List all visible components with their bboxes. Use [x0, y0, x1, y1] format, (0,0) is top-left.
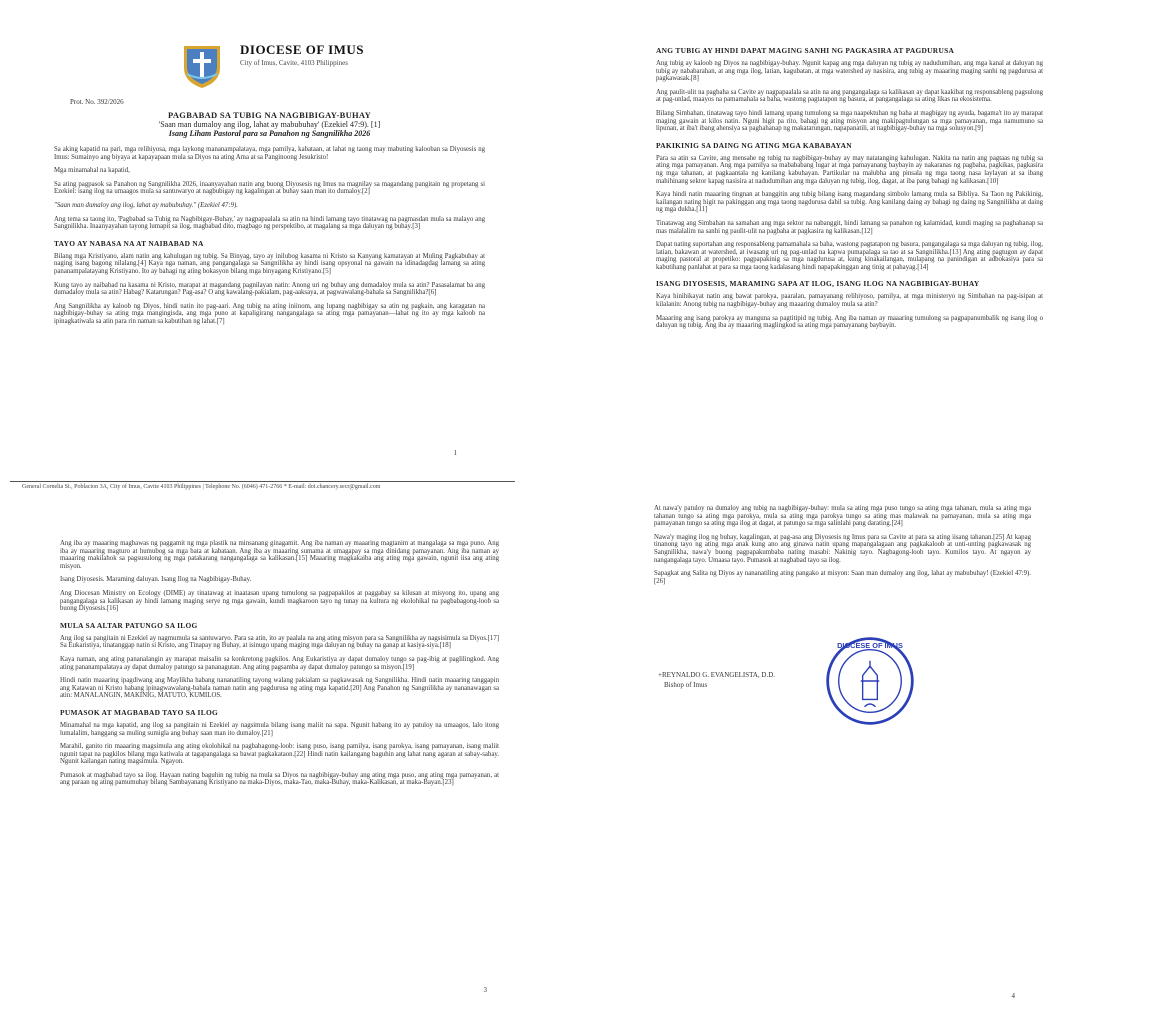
page-2-body: [652, 46, 1047, 330]
paragraph: Maaaring ang isang parokya ay mangunа sa pagtitipid ng tubig. Ang iba naman ay maaaring tumulong sa pagpapanumbalik ng isang ilog o daluyan ng tubig. Ang iba ay maaaring maglingkod sa ating mga pamayanang baybayin.: [656, 314, 1043, 330]
paragraph: Kaya hinihikayat natin ang bawat parokya, paaralan, pamayanang relihiyoso, pamilya, at mga ministeryo ng Simbahan na pag-isipan at kilalanin: Anong tubig na nagbibigay-buhay ang maaaring dumaloy mula sa atin?: [656, 293, 1043, 309]
page-1-body: [22, 146, 517, 326]
letter-quote: 'Saan man dumaloy ang ilog, lahat ay mabubuhay' (Ezekiel 47:9). [1]: [158, 120, 381, 129]
section-heading: PUMASOK AT MAGBABAD TAYO SA ILOG: [60, 707, 219, 717]
page-number: 4: [1011, 992, 1015, 1000]
salutation: Mga minamahal na kapatid,: [54, 167, 130, 175]
footer-divider: [10, 481, 515, 482]
paragraph: Marahil, ganito rin maaaring magsimula ang ating ekolohikal na pagbabagong-loob: isang puso, isang pamilya, isang parokya, isang pamayanan, isang maliit ngunit tapat na pagkilos bilang mga katiwala at tagapangalaga sa bawat pagkakataon.[22] Hindi natin kailangang baguhin ang lahat nang agaran at sabay-sabay. Ngunit kailangan nating magsimula. Ngayon.: [60, 743, 499, 766]
page-footer: General Cornelia St., Poblacion 3A, City of Imus, Cavite 4103 Philippines | Telephone No. (6046) 471-2766 * E-mail: doi.chancery.secr@gmail.com: [22, 484, 381, 490]
paragraph: Isang Diyosesis. Maraming daluyan. Isang Ilog na Nagbibigay-Buhay.: [60, 576, 252, 584]
paragraph: Ang ilog sa pangitain ni Ezekiel ay nagmumula sa santuwaryo. Para sa atin, ito ay paalala na ang ating misyon para sa Sangnilikha ay nagsisimula sa Diyos.[17] Sa Eukaristiya, tinatanggap natin si Kristo, ang Tinapay ng Buhay, at isinugo upang maging mga daluyan ng buhay na ganap at kasiya-siya.[18]: [60, 634, 499, 650]
paragraph: Kung tayo ay naibabad na kasama ni Kristo, marapat at magandang pagnilayan natin: Anong uri ng buhay ang dumadaloy mula sa atin? Pasasalamat ba ang dumadaloy mula sa atin? Habag? Katarungan? Pag-asa? O ang kawalang-pakialam, pag-aaksaya, at pagwawalang-bahala sa Sangnilikha?[6]: [54, 281, 485, 297]
paragraph: Ang iba ay maaaring magbawas ng paggamit ng mga plastik na minsanang ginagamit. Ang iba naman ay maaaring magtanim at mangalaga sa mga puno. Ang iba ay maaaring magturo at humubog sa mga bata at kabataan. Ang iba ay maaaring sumama at umagapay sa mga dinidang pamayanan. Ang iba naman ay maaaring makilahok sa pagsusulong ng mga patakarang nangangalaga sa kalikasan.[15] Maaaring magkakaiba ang ating mga gawain, ngunit iisa ang ating misyon.: [60, 540, 499, 570]
paragraph: Hindi natin maaaring ipagdiwang ang Maylikha habang nananatiling tayong walang pakialam sa pagkawasak ng Sangnilikha. Hindi natin maaaring tanggapin ang Katawan ni Kristo habang ipinagwawalang-bahala naman natin ang pagdurusa ng ating mga kapatid.[20] Ang Panahon ng Sangnilikha ay nananawagan sa atin: MANALANGIN, MAKINIG, MATUTO, KUMILOS.: [60, 677, 499, 700]
paragraph: Ang Sangnilikha ay kaloob ng Diyos, hindi natin ito pag-aari. Ang tubig na ating iniinom, ang lupang nagbibigay sa atin ng pagkain, ang karagatan na nagbibigay-buhay sa ating mga mangingisda, ang mga puno at kapaligirang nangangalaga sa ating mga pamayanan—lahat ng ito ay mga kaloob na ipinagkatiwala sa atin para rin naman sa kabutihan ng lahat.[7]: [54, 302, 485, 325]
paragraph: Sa ating pagpasok sa Panahon ng Sangnilikha 2026, inaanyayahan natin ang buong Diyosesis ng Imus na magnilay sa magandang pangitain ng propetang si Ezekiel: isang ilog na umaagos mula sa santuwaryo at nagbubigay ng kagalingan at buhay saan man ito dumaloy.[2]: [54, 180, 485, 196]
diocese-name: DIOCESE OF IMUS: [240, 42, 365, 57]
page-number: 1: [453, 449, 457, 457]
paragraph: Kaya hindi natin maaaring tingnan at banggitin ang tubig bilang isang magandang simbolo lamang mula sa Bibliya. Sa Taon ng Pakikinig, kailangan nating higit na pakinggan ang mga taong nagdurusa dahil sa tubig. Ang kanilang daing ay bahagi ng daing ng Sangnilikha at daing ng mga dukha.[11]: [656, 191, 1043, 214]
diocese-address: City of Imus, Cavite, 4103 Philippines: [240, 59, 348, 67]
paragraph: Tinatawag ang Simbahan na samahan ang mga sektor na nabanggit, hindi lamang sa panahon ng kalamidad, kundi maging sa paghahanap sa mas malalalim na sanhi ng paulit-ulit na pagbaha at pagkasira ng kalikasan.[12]: [656, 219, 1043, 235]
paragraph: Sa aking kapatid na pari, mga relihiyosa, mga laykong mananampalataya, mga pamilya, kabataan, at lahat ng taong may mabuting kalooban sa Diyosesis ng Imus: Sumainyo ang biyaya at kapayapaan mula sa Diyos na ating Ama at sa Panginoong Jesukristo!: [54, 146, 485, 161]
paragraph: Kaya naman, ang ating pananalangin ay marapat maisalin sa konkretong pagkilos. Ang Eukaristiya ay dapat dumaloy tungo sa pag-ibig at paglilingkod. Ang ating pananampalataya ay dapat dumaloy patungo sa pananagutan. Ang ating pagsamba ay dapat dumaloy patungo sa misyon.[19]: [60, 655, 499, 671]
paragraph: Nawa'y maging ilog ng buhay, kagalingan, at pag-asa ang Diyosesis ng Imus para sa Cavite at para sa ating iisang tahanan.[25] At kapag tinanong tayo ng ating mga anak kung ano ang ginawa natin upang mapangalagaan ang pagkakaloob at unti-unting pagkawasak ng Sangnilikha, nawa'y buong pagpapakumbaba nating masabi: Nakinig tayo. Nagbagong-loob tayo. Kumilos tayo. At ngayon ay nangangalaga tayo. Umaasa tayo. Pumasok at nagbabad tayo sa ilog.: [654, 533, 1031, 564]
signatory-role: Bishop of Imus: [664, 681, 708, 690]
paragraph: Sapagkat ang Salita ng Diyos ay nananatiling ating pangako at misyon: Saan man dumaloy ang ilog, lahat ay mabubuhay! (Ezekiel 47:9). [26]: [654, 570, 1031, 585]
paragraph: Ang paulit-ulit na pagbaha sa Cavite ay nagpapaalala sa atin na ang pangangalaga sa kalikasan ay dapat kaakibat ng responsableng pagsulong at pag-unlad, maayos na pamamahala sa baha, wastong pagtatapon ng basura, at pangangalaga sa ating likas na ekosistema.: [656, 88, 1043, 104]
protocol-number: Prot. No. 392/2026: [70, 98, 124, 106]
paragraph: At nawa'y patuloy na dumaloy ang tubig na nagbibigay-buhay: mula sa ating mga puso tungo sa ating mga tahanan, mula sa ating mga tahanan tungo sa ating mga parokya, mula sa ating mga parokya tungo sa ating mas malawak na pamayanan, mula sa ating mga pamayanan tungo sa ating mga ilog at dagat, at patungo sa mga salinlahi pang darating.[24]: [654, 505, 1031, 528]
diocese-crest-icon: [172, 42, 232, 90]
document-page-4: [650, 505, 1035, 1010]
paragraph: Bilang mga Kristiyano, alam natin ang kahulugan ng tubig. Sa Binyag, tayo ay inilubog kasama ni Kristo sa Kanyang kamatayan at Muling Pagkabuhay at naging isang bagong nilalang.[4] Kaya nga naman, ang pangangalaga sa Sangnilikha ay hindi isang opsyonal na gawain na idinadagdag lamang sa ating pananampalatayang Kristiyano. Ito ay bahagi ng ating bokasyon bilang mga binyagang Kristiyano.[5]: [54, 252, 485, 275]
section-heading: ANG TUBIG AY HINDI DAPAT MAGING SANHI NG PAGKASIRA AT PAGDURUSA: [656, 46, 955, 55]
section-heading: PAKIKINIG SA DAING NG ATING MGA KABABAYAN: [656, 140, 852, 150]
paragraph: Ang Diocesan Ministry on Ecology (DIME) ay tinatawag at inaatasan upang tumulong sa pagpapakilos at paggabay sa kilusan at misyong ito, upang ang pangangalaga sa kalikasan ay hindi lamang maging serye ng mga gawain, kundi magkaroon tayo ng tunay na kultura ng ekolohikal na pagbabagong-loob sa buong Diyosesis.[16]: [60, 589, 499, 613]
scripture-quote: "Saan man dumaloy ang ilog, lahat ay mabubuhay." (Ezekiel 47:9).: [54, 201, 238, 209]
letter-title: PAGBABAD SA TUBIG NA NAGBIBIGAY-BUHAY: [167, 110, 372, 120]
diocese-seal-icon: [824, 635, 916, 727]
paragraph: Minamahal na mga kapatid, ang ilog sa pangitain ni Ezekiel ay nagsimula bilang isang maliit na sapa. Ngunit habang ito ay patuloy na umaagos, lalo itong lumalalim, hanggang sa muling sumigla ang buhay saan man ito dumaloy.[21]: [60, 721, 499, 737]
page-3-body: [52, 540, 507, 787]
document-page-3: [52, 540, 507, 1000]
document-page-2: [652, 38, 1047, 463]
paragraph: Ang tema sa taong ito, 'Pagbabad sa Tubig na Nagbibigay-Buhay,' ay nagpapaalala sa atin na hindi lamang tayo tinatawag na pagmasdan mula sa malayo ang Sangnilikha. Inaanyayahan tayong lumapit sa ilog, magbabad dito, magbago ng perspektibo, at magalang sa mga daluyan ng buhay.[3]: [54, 215, 485, 231]
section-heading: MULA SA ALTAR PATUNGO SA ILOG: [60, 620, 198, 630]
signature-block: [654, 605, 1031, 705]
document-page-1: [22, 30, 517, 485]
paragraph: Bilang Simbahan, tinatawag tayo hindi lamang upang tumulong sa mga naapektuhan ng baha at magbigay ng ayuda, bagama't ito ay marapat maging gawain at kilos natin. Nguni higit pa rito, bahagi ng ating misyon ang makipagtulungan sa mga pamayanan, mga namumuno sa lipunan, at iba't ibang ahensiya sa paghahanap ng makatarungan, napapanatili, at nagbibigay-buhay na mga solusyon.[9]: [656, 109, 1043, 133]
letterhead: [22, 30, 517, 90]
paragraph: Para sa atin sa Cavite, ang mensahe ng tubig na nagbibigay-buhay ay may natatanging kahulugan. Nakita na natin ang pagtaas ng tubig sa ating mga pamayanan. Ang mga pamilya sa mabababang lugar at mga pamayanang baybayin ay nakaranas ng pagbaha, pagkikas, pagkasira ng mga tahanan, at pagkaantala ng kanilang kabuhayan. Partikular na malubha ang pinsala ng mga taong nasa laylayan at sa ibang mahihinang sektor kapag nasisira at nadudumihan ang mga daluyan ng tubig, ilog, dagat, at iba pang bahagi ng kalikasan.[10]: [656, 154, 1043, 185]
page-number: 3: [483, 986, 487, 994]
letter-subtitle: Isang Liham Pastoral para sa Panahon ng Sangnilikha 2026: [168, 129, 371, 138]
paragraph: Dapat nating suportahan ang responsableng pamamahala sa baha, wastong pagtatapon ng basura, pangangalaga sa mga daluyan ng tubig, ilog, latian, bakawan at watershed, at iwasang uri ng pag-unlad na kapwa pumapalaga sa tao at sa Sangnilikha.[13] Ang ating pagtugon ay dapat maging pastoral at propetiko: pagpapakinig sa mga nagdurusa at, kung kinakailangan, mulapang na panindigan at adbokasiya para sa kabutihang panlahat at para sa mga taong kadalasang hindi napapakinggan ang tinig at pahayag.[14]: [656, 241, 1043, 271]
section-heading: ISANG DIYOSESIS, MARAMING SAPA AT ILOG, ISANG ILOG NA NAGBIBIGAY-BUHAY: [656, 279, 980, 289]
seal-text: DIOCESE OF IMUS: [837, 641, 903, 651]
paragraph: Ang tubig ay kaloob ng Diyos na nagbibigay-buhay. Ngunit kapag ang mga daluyan ng tubig ay nadudumihan, ang mga kanal at daluyan ng tubig ay nababarahan, at ang mga ilog, latian, kagubatan, at mga watershed ay nasisira, ang tubig ay maaaring maging sanhi ng pagdurusa at pagkawasak.[8]: [656, 60, 1043, 83]
page-4-body: [650, 505, 1035, 705]
paragraph: Pumasok at magbabad tayo sa ilog. Hayaan nating baguhin ng tubig na mula sa Diyos na nagbibigay-buhay ang ating mga puso, ang ating mga pamayanan, at ang paraan ng ating pamumuhay bilang Sambayanang Kristiyano na maka-Diyos, maka-Tao, maka-Buhay, maka-Kalikasan, at maka-Bayan.[23]: [60, 771, 499, 787]
section-heading: TAYO AY NABASA NA AT NAIBABAD NA: [54, 238, 204, 248]
signatory-name: +REYNALDO G. EVANGELISTA, D.D.: [658, 671, 776, 680]
